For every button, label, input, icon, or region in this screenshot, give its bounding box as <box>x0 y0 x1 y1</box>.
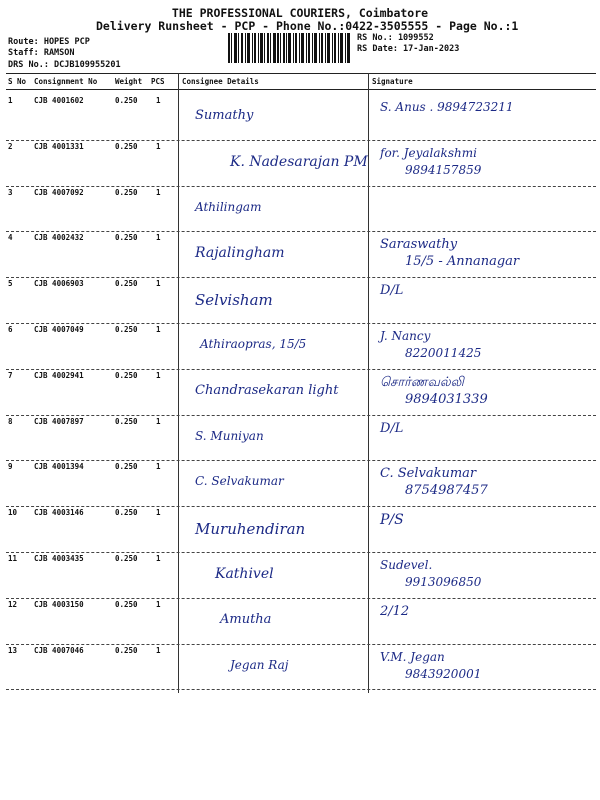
consignee-name: Selvisham <box>195 291 273 310</box>
weight-value: 0.250 <box>115 233 138 243</box>
pcs-count: 1 <box>156 645 161 655</box>
weight-value: 0.250 <box>115 416 138 426</box>
weight-value: 0.250 <box>115 554 138 563</box>
signature-text: 9843920001 <box>405 666 482 681</box>
barcode-image <box>228 33 350 63</box>
table-row <box>0 279 600 325</box>
drs-number: DRS No.: DCJB109955201 <box>8 60 121 70</box>
signature-text: Sudevel. <box>380 558 433 572</box>
row-separator <box>6 552 596 553</box>
serial-number: 4 <box>8 233 13 243</box>
serial-number: 3 <box>8 187 13 197</box>
table-row <box>0 233 600 279</box>
pcs-count: 1 <box>156 462 161 472</box>
consignment-number: CJB 4006903 <box>34 279 84 289</box>
table-row <box>0 417 600 463</box>
consignment-number: CJB 4001394 <box>34 462 84 472</box>
consignee-name: S. Muniyan <box>195 428 264 443</box>
consignee-name: Jegan Raj <box>230 657 289 672</box>
signature-text: 9913096850 <box>405 575 482 589</box>
consignment-number: CJB 4001602 <box>34 96 84 105</box>
row-separator <box>6 689 596 690</box>
signature-text: S. Anus . 9894723211 <box>380 100 514 114</box>
runsheet-subtitle: Delivery Runsheet - PCP - Phone No.:0422-3505555 - Page No.:1 <box>96 19 519 33</box>
table-row <box>0 142 600 188</box>
signature-text: for. Jeyalakshmi <box>380 145 477 160</box>
signature-text: J. Nancy <box>380 329 431 343</box>
table-row <box>0 96 600 142</box>
consignment-number: CJB 4002432 <box>34 233 84 243</box>
consignee-name: Rajalingham <box>195 245 285 262</box>
rs-number: RS No.: 1099552 <box>357 33 434 43</box>
route-label: Route: HOPES PCP <box>8 37 90 47</box>
row-separator <box>6 231 596 232</box>
signature-text: சொர்ணவல்லி <box>380 374 464 390</box>
signature-text: 9894157859 <box>405 162 482 177</box>
column-header-pcs: PCS <box>151 77 165 86</box>
pcs-count: 1 <box>156 554 161 563</box>
row-separator <box>6 140 596 141</box>
weight-value: 0.250 <box>115 96 138 105</box>
consignee-name: Amutha <box>220 611 272 627</box>
weight-value: 0.250 <box>115 462 138 472</box>
column-header-sno: S No <box>8 77 27 86</box>
row-separator <box>6 460 596 461</box>
consignment-number: CJB 4007046 <box>34 645 84 655</box>
consignment-number: CJB 4003435 <box>34 554 84 563</box>
serial-number: 11 <box>8 554 18 563</box>
consignee-name: Athilingam <box>195 199 262 214</box>
table-header-border <box>6 89 596 90</box>
table-row <box>0 600 600 646</box>
consignee-name: C. Selvakumar <box>195 474 284 489</box>
row-separator <box>6 415 596 416</box>
serial-number: 1 <box>8 96 13 105</box>
signature-text: V.M. Jegan <box>380 649 445 664</box>
table-row <box>0 554 600 600</box>
pcs-count: 1 <box>156 141 161 151</box>
row-separator <box>6 186 596 187</box>
pcs-count: 1 <box>156 370 161 380</box>
pcs-count: 1 <box>156 187 161 197</box>
row-separator <box>6 598 596 599</box>
serial-number: 5 <box>8 279 13 289</box>
pcs-count: 1 <box>156 325 161 334</box>
table-row <box>0 371 600 417</box>
column-header-consignment: Consignment No <box>34 77 98 86</box>
consignment-number: CJB 4007092 <box>34 187 84 197</box>
table-top-border <box>6 73 596 74</box>
rs-date: RS Date: 17-Jan-2023 <box>357 44 460 54</box>
consignee-name: Athiraopras, 15/5 <box>200 337 307 351</box>
serial-number: 10 <box>8 508 18 518</box>
table-row <box>0 646 600 692</box>
weight-value: 0.250 <box>115 370 138 380</box>
row-separator <box>6 644 596 645</box>
consignment-number: CJB 4003146 <box>34 508 84 518</box>
pcs-count: 1 <box>156 233 161 243</box>
staff-label: Staff: RAMSON <box>8 48 75 58</box>
signature-text: 8754987457 <box>405 483 488 499</box>
pcs-count: 1 <box>156 279 161 289</box>
consignee-name: Kathivel <box>215 566 274 582</box>
consignee-name: Sumathy <box>195 108 254 123</box>
signature-text: P/S <box>380 512 404 529</box>
serial-number: 12 <box>8 599 18 609</box>
consignee-name: Muruhendiran <box>195 520 306 539</box>
serial-number: 9 <box>8 462 13 472</box>
serial-number: 13 <box>8 645 18 655</box>
consignment-number: CJB 4002941 <box>34 370 84 380</box>
row-separator <box>6 369 596 370</box>
serial-number: 6 <box>8 325 13 334</box>
row-separator <box>6 277 596 278</box>
signature-text: 8220011425 <box>405 346 482 360</box>
signature-text: D/L <box>380 283 404 299</box>
table-row <box>0 325 600 371</box>
serial-number: 7 <box>8 370 13 380</box>
row-separator <box>6 323 596 324</box>
signature-text: Saraswathy <box>380 237 458 253</box>
table-row <box>0 462 600 508</box>
signature-text: D/L <box>380 420 404 436</box>
pcs-count: 1 <box>156 416 161 426</box>
weight-value: 0.250 <box>115 325 138 334</box>
consignment-number: CJB 4007897 <box>34 416 84 426</box>
column-header-consignee: Consignee Details <box>182 77 259 86</box>
weight-value: 0.250 <box>115 279 138 289</box>
serial-number: 8 <box>8 416 13 426</box>
consignment-number: CJB 4003150 <box>34 599 84 609</box>
signature-text: 9894031339 <box>405 391 488 407</box>
consignment-number: CJB 4001331 <box>34 141 84 151</box>
consignee-name: K. Nadesarajan PM <box>230 153 368 170</box>
row-separator <box>6 506 596 507</box>
serial-number: 2 <box>8 141 13 151</box>
pcs-count: 1 <box>156 599 161 609</box>
page-title: THE PROFESSIONAL COURIERS, Coimbatore <box>171 6 429 20</box>
signature-text: 15/5 - Annanagar <box>405 254 520 270</box>
weight-value: 0.250 <box>115 645 138 655</box>
weight-value: 0.250 <box>115 599 138 609</box>
table-row <box>0 188 600 234</box>
pcs-count: 1 <box>156 96 161 105</box>
weight-value: 0.250 <box>115 187 138 197</box>
weight-value: 0.250 <box>115 508 138 518</box>
weight-value: 0.250 <box>115 141 138 151</box>
consignee-name: Chandrasekaran light <box>195 382 339 398</box>
consignment-number: CJB 4007049 <box>34 325 84 334</box>
signature-text: 2/12 <box>380 603 410 619</box>
pcs-count: 1 <box>156 508 161 518</box>
column-header-signature: Signature <box>372 77 413 86</box>
signature-text: C. Selvakumar <box>380 466 477 482</box>
column-header-weight: Weight <box>115 77 143 86</box>
table-row <box>0 508 600 554</box>
